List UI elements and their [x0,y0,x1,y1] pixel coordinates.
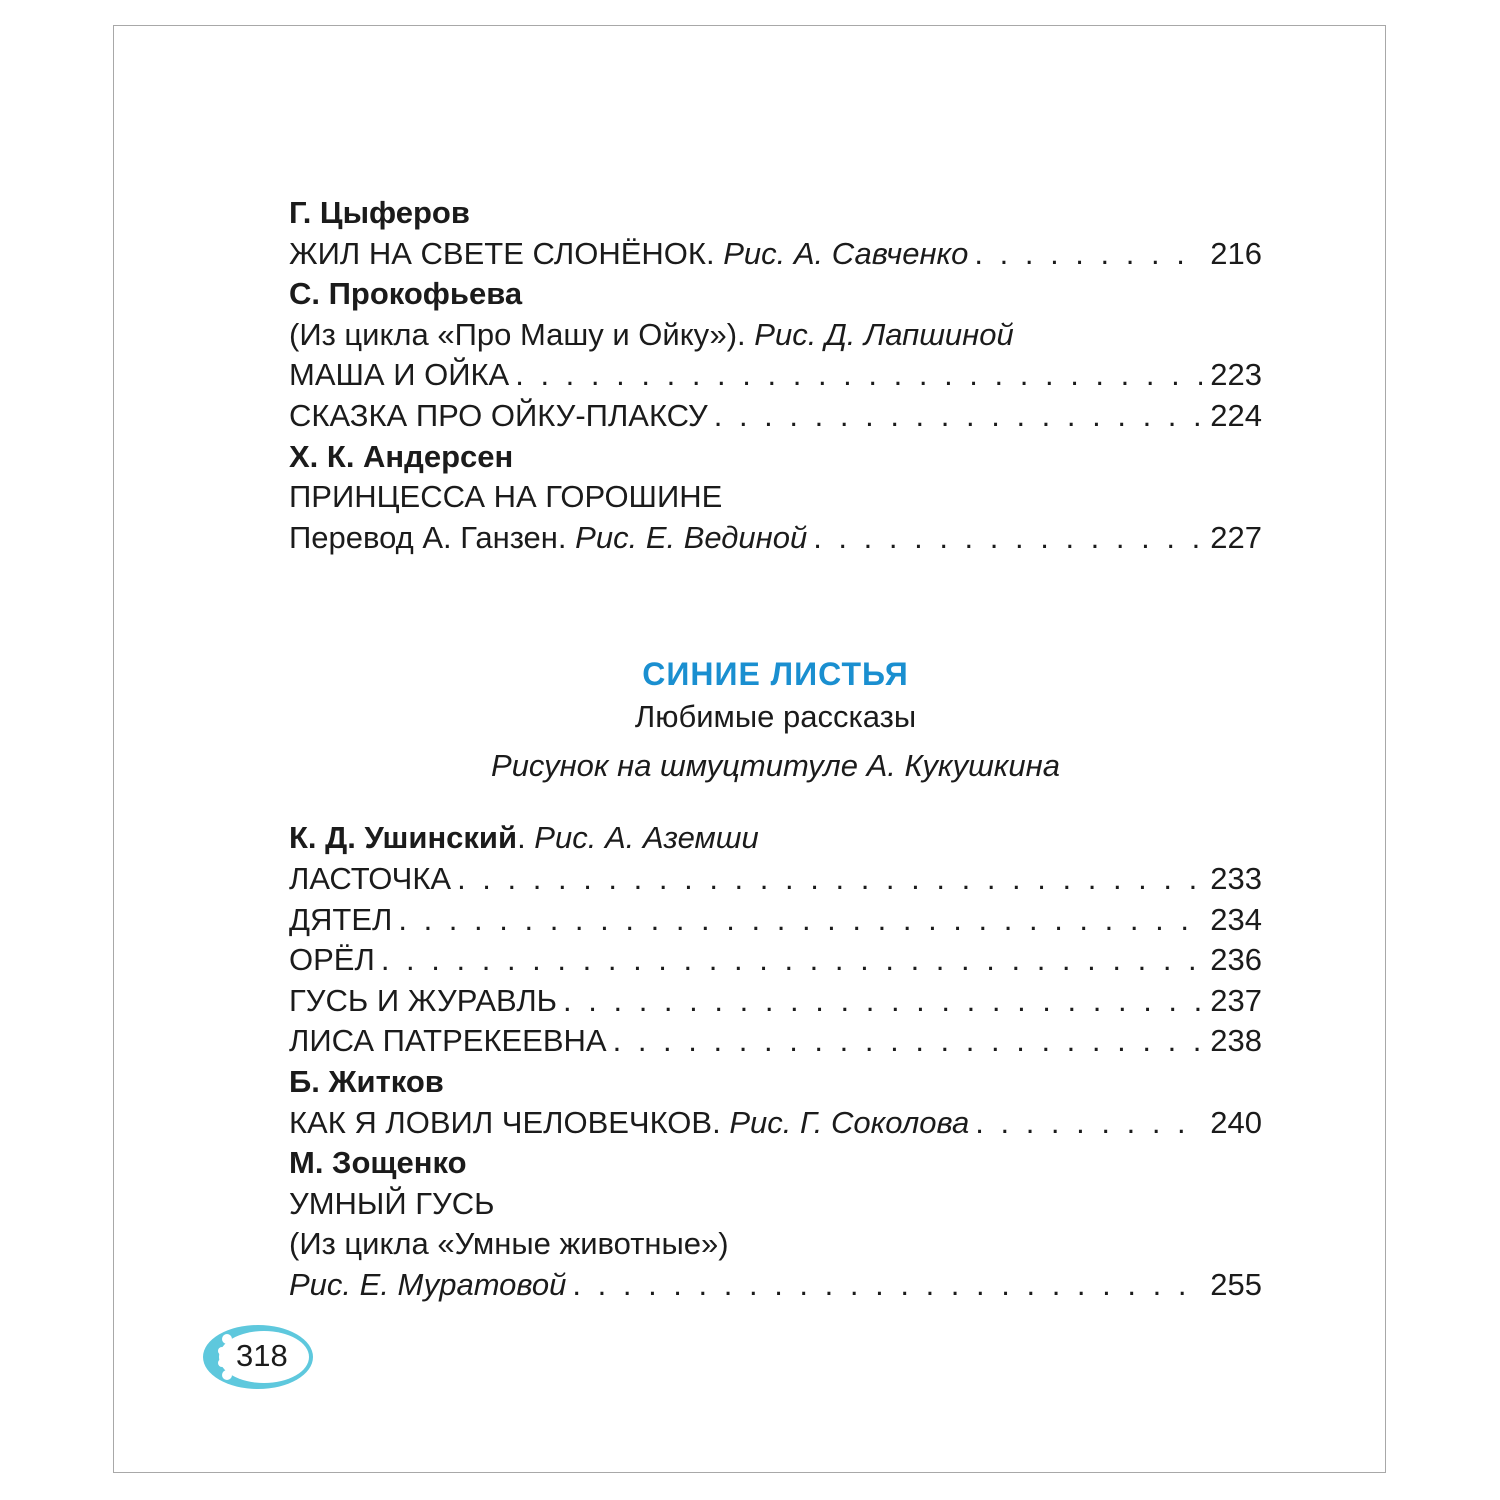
toc-entry[interactable] [289,234,1262,275]
entry-title: ЛАСТОЧКА [289,860,452,896]
cycle-note: (Из цикла «Про Машу и Ойку»). Рис. Д. Лапшиной [289,316,1014,352]
page-ref: 224 [1210,397,1262,433]
dot-leader [515,355,1202,396]
table-of-contents [289,193,1262,1305]
illustrator-note: Рис. Е. Муратовой [289,1266,567,1302]
entry-title: ПРИНЦЕССА НА ГОРОШИНЕ [289,479,723,515]
entry-title: КАК Я ЛОВИЛ ЧЕЛОВЕЧКОВ. Рис. Г. Соколова [289,1104,970,1140]
toc-entry[interactable] [289,981,1262,1022]
author-name: Х. К. Андерсен [289,438,514,474]
dot-leader [381,940,1202,981]
toc-entry[interactable] [289,355,1262,396]
dot-leader [975,1103,1202,1144]
toc-entry[interactable] [289,396,1262,437]
toc-entry[interactable] [289,940,1262,981]
entry-title: СКАЗКА ПРО ОЙКУ-ПЛАКСУ [289,397,708,433]
entry-title: УМНЫЙ ГУСЬ [289,1185,495,1221]
toc-entry[interactable] [289,1265,1262,1306]
toc-entry[interactable] [289,1103,1262,1144]
entry-title: ЖИЛ НА СВЕТЕ СЛОНЁНОК. Рис. А. Савченко [289,235,969,271]
toc-entry[interactable] [289,1021,1262,1062]
entry-title: ГУСЬ И ЖУРАВЛЬ [289,982,558,1018]
toc-entry[interactable] [289,900,1262,941]
section-subtitle: Любимые рассказы [634,699,917,735]
translation-note: Перевод А. Ганзен. Рис. Е. Вединой [289,519,808,555]
page-ref: 238 [1210,1023,1262,1059]
dot-leader [714,396,1203,437]
author-line: К. Д. Ушинский. Рис. А. Аземши [289,820,759,856]
section-illustration-note: Рисунок на шмуцтитуле А. Кукушкина [491,748,1060,784]
dot-leader [613,1021,1203,1062]
page-ref: 240 [1210,1104,1262,1140]
page-ref: 234 [1210,901,1262,937]
section-title: СИНИЕ ЛИСТЬЯ [642,656,909,693]
dot-leader [974,234,1202,275]
dot-leader [457,859,1202,900]
author-name: Г. Цыферов [289,195,470,230]
author-name: Б. Житков [289,1063,444,1099]
author-name: С. Прокофьева [289,276,523,312]
page-ref: 236 [1210,942,1262,978]
page-ref: 223 [1210,357,1262,393]
page-ref: 233 [1210,860,1262,896]
dot-leader [572,1265,1202,1306]
page-number: 318 [236,1338,288,1373]
dot-leader [398,900,1202,941]
dot-leader [813,518,1202,559]
author-name: М. Зощенко [289,1145,467,1181]
toc-entry[interactable] [289,859,1262,900]
dot-leader [563,981,1202,1022]
entry-title: ЛИСА ПАТРЕКЕЕВНА [289,1023,607,1059]
entry-title: МАША И ОЙКА [289,357,510,393]
page-ref: 227 [1210,519,1262,555]
toc-entry[interactable] [289,518,1262,559]
entry-title: ДЯТЕЛ [289,901,393,937]
page-ref: 237 [1210,982,1262,1018]
entry-title: ОРЁЛ [289,942,375,978]
cycle-note: (Из цикла «Умные животные») [289,1226,729,1262]
page-ref: 216 [1210,235,1262,271]
section-header [289,652,1262,786]
page-ref: 255 [1210,1266,1262,1302]
